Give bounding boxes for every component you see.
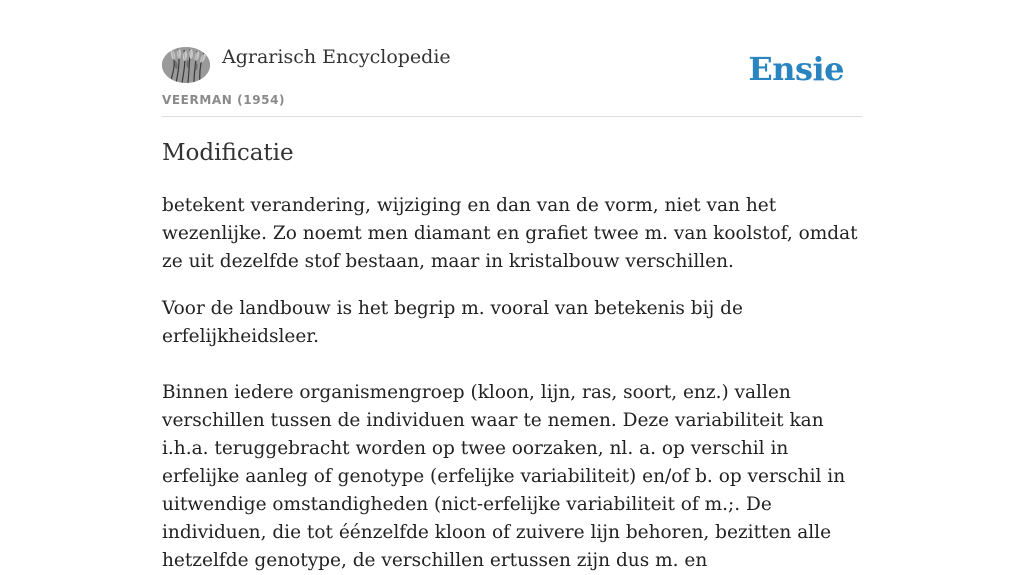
- paragraph: betekent verandering, wijziging en dan van de vorm, niet van het wezenlijke. Zo noemt men diamant en grafiet twee m. van koolstof, omdat ze uit dezelfde stof bestaan, maar in kristalbouw verschillen.: [162, 195, 858, 272]
- source-title[interactable]: Agrarisch Encyclopedie: [222, 46, 451, 68]
- page-title: Modificatie: [162, 140, 294, 166]
- paragraph: Binnen iedere organismengroep (kloon, lijn, ras, soort, enz.) vallen verschillen tussen de individuen waar te nemen. Deze variabiliteit kan i.h.a. teruggebracht worden op twee oorzaken, nl. a. op verschil in erfelijke aanleg of genotype (erfelijke variabiliteit) en/of b. op verschil in uitwendige omstandigheden (nict-erfelijke variabiliteit of m.;. De individuen, die tot éénzelfde kloon of zuivere lijn behoren, bezitten alle hetzelfde genotype, de verschillen ertussen zijn dus m. en: [162, 382, 846, 571]
- page-container: [162, 0, 862, 571]
- paragraph: Voor de landbouw is het begrip m. vooral van betekenis bij de erfelijkheidsleer.: [162, 298, 743, 347]
- ensie-logo[interactable]: Ensie: [748, 50, 844, 88]
- source-header: [162, 0, 862, 117]
- entry-content: [162, 192, 862, 575]
- wheat-ears-icon: [162, 47, 210, 83]
- source-author: VEERMAN (1954): [162, 93, 286, 107]
